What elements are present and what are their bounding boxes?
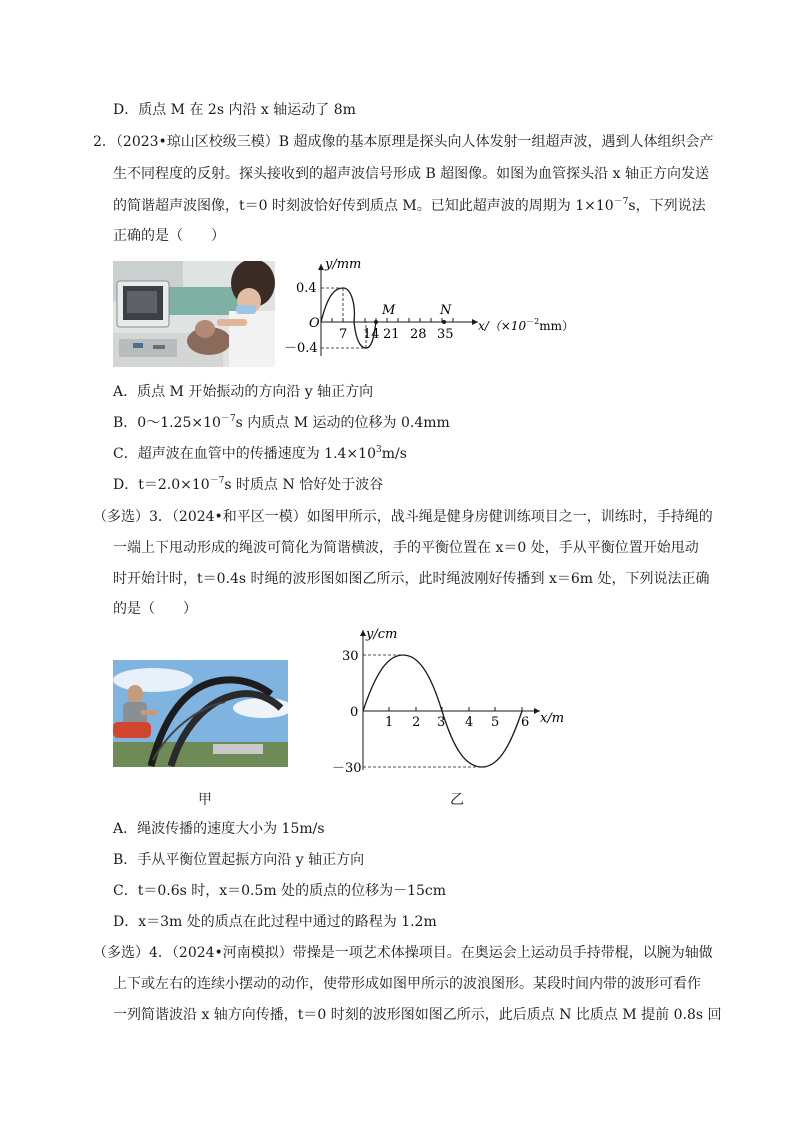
q3-option-c: C．t＝0.6s 时，x＝0.5m 处的质点的位移为－15cm: [113, 883, 447, 899]
q3-option-a: A．绳波传播的速度大小为 15m/s: [113, 821, 325, 837]
q3-x-tick-2: 2: [412, 715, 421, 730]
q2-wave-figure: [278, 254, 578, 366]
q2-x-tick-21: 21: [383, 327, 400, 342]
q3-stem-line2: 一端上下甩动形成的绳波可简化为简谐横波，手的平衡位置在 x＝0 处，手从平衡位置开始甩动: [113, 540, 699, 556]
q4-stem-line3: 一列简谐波沿 x 轴方向传播，t＝0 时刻的波形图如图乙所示，此后质点 N 比质点 M 提前 0.8s 回: [113, 1007, 722, 1023]
q2-option-a: A．质点 M 开始振动的方向沿 y 轴正方向: [113, 384, 374, 400]
q2-x-tick-35: 35: [437, 327, 454, 342]
battle-rope-photo: [113, 660, 288, 767]
q2-stem-line4: 正确的是（ ）: [113, 228, 225, 244]
q2-x-tick-28: 28: [410, 327, 427, 342]
prev-option-d: D．质点 M 在 2s 内沿 x 轴运动了 8m: [113, 102, 356, 118]
q3-x-tick-6: 6: [521, 715, 530, 730]
q2-stem-line1: 2．（2023•琼山区校级三模）B 超成像的基本原理是探头向人体发射一组超声波，遇到人体组织会产: [93, 134, 714, 150]
q2-y-axis-label: y/mm: [325, 257, 362, 272]
q2-origin-label: O: [309, 316, 320, 331]
q4-stem-line2: 上下或左右的连续小摆动的动作，使带形成如图甲所示的波浪图形。某段时间内带的波形可看作: [113, 976, 701, 992]
q3-origin-label: 0: [350, 705, 359, 720]
q3-stem-line4: 的是（ ）: [113, 601, 197, 617]
caption-jia: 甲: [198, 792, 212, 808]
q3-y-axis-label: y/cm: [366, 627, 398, 642]
q3-x-tick-1: 1: [385, 715, 394, 730]
q2-y-tick-neg: －0.4: [284, 341, 318, 356]
q2-point-n-label: N: [440, 303, 452, 318]
q3-x-tick-4: 4: [465, 715, 474, 730]
ultrasound-photo: [113, 261, 275, 367]
q3-option-b: B．手从平衡位置起振方向沿 y 轴正方向: [113, 852, 365, 868]
q2-y-tick-pos: 0.4: [296, 281, 317, 296]
q2-x-tick-7: 7: [339, 327, 348, 342]
q3-stem-line3: 时开始计时，t＝0.4s 时绳的波形图如图乙所示，此时绳波刚好传播到 x＝6m 处，下列说法正确: [113, 571, 710, 587]
caption-yi: 乙: [450, 792, 464, 808]
q3-x-tick-3: 3: [437, 715, 446, 730]
point-n-dot: [442, 320, 446, 324]
q3-option-d: D．x＝3m 处的质点在此过程中通过的路程为 1.2m: [113, 914, 437, 930]
q3-x-tick-5: 5: [491, 715, 500, 730]
q3-y-tick-neg: －30: [332, 761, 362, 772]
q2-point-m-label: M: [382, 303, 396, 318]
q2-option-b: B．$0\sim 1.25\times 10^{-7}s$ 内质点 M 运动的位移为 0.4mm: [113, 414, 450, 431]
q3-wave-figure: [330, 622, 580, 772]
q2-stem-line3: 的简谐超声波图像，t＝0 时刻波恰好传到质点 M。已知此超声波的周期为 $1\times 10^{-7}s$，下列说法: [113, 197, 706, 214]
q2-x-axis-label: $x/(\times 10^{-2}mm)$: [478, 317, 574, 333]
q3-stem-line1: （多选）3．（2024•和平区一模）如图甲所示，战斗绳是健身房健训练项目之一，训练时，手持绳的: [93, 509, 713, 525]
point-m-dot: [374, 320, 378, 324]
q2-x-tick-14: 14: [363, 327, 380, 342]
q2-option-c: C．超声波在血管中的传播速度为 $1.4\times 10^3m/s$: [113, 445, 407, 462]
q2-option-d: D．$t=2.0\times 10^{-7}s$ 时质点 N 恰好处于波谷: [113, 476, 384, 493]
q3-x-axis-label: x/m: [540, 711, 565, 726]
q4-stem-line1: （多选）4．（2024•河南模拟）带操是一项艺术体操项目。在奥运会上运动员手持带棍，以腕为轴做: [93, 945, 713, 961]
q2-stem-line2: 生不同程度的反射。探头接收到的超声波信号形成 B 超图像。如图为血管探头沿 x 轴正方向发送: [113, 166, 709, 182]
q3-y-tick-pos: 30: [342, 649, 359, 664]
